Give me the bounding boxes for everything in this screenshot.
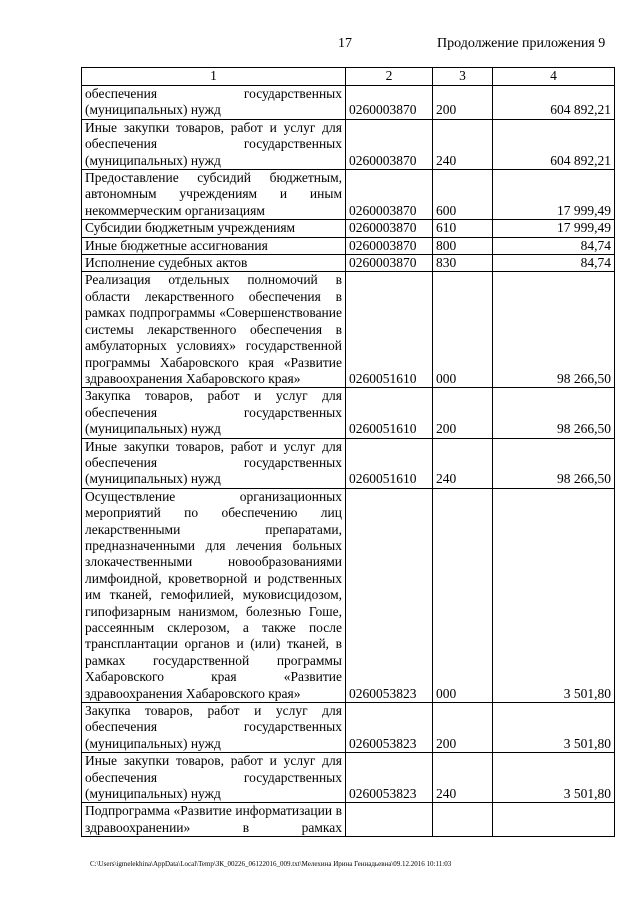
row-code: 0260053823 bbox=[346, 703, 433, 753]
row-amount: 98 266,50 bbox=[493, 272, 615, 388]
table-row bbox=[82, 220, 615, 237]
row-amount: 84,74 bbox=[493, 237, 615, 254]
row-amount: 17 999,49 bbox=[493, 170, 615, 220]
column-header: 2 bbox=[346, 68, 433, 86]
column-header: 4 bbox=[493, 68, 615, 86]
row-amount: 3 501,80 bbox=[493, 488, 615, 702]
table-row bbox=[82, 388, 615, 438]
row-name: Иные бюджетные ассигнования bbox=[82, 237, 346, 254]
column-header: 3 bbox=[433, 68, 493, 86]
row-name: Осуществление организационных мероприятий по обеспечению лиц лекарственными препаратами, предназначенными для лечения больных злокачественными новообразованиями лимфоидной, кроветворной и родственных им тканей, гемофилией, муковисцидозом, гипофизарным нанизмом, болезнью Гоше, рассеянным склерозом, а также после трансплантации органов и (или) тканей, в рамках государственной программы Хабаровского края «Развитие здравоохранения Хабаровского края» bbox=[82, 488, 346, 702]
row-code: 0260053823 bbox=[346, 753, 433, 803]
row-type: 610 bbox=[433, 220, 493, 237]
row-name: обеспечения государственных (муниципальных) нужд bbox=[82, 86, 346, 120]
footer-file-path: C:\Users\igmelekhina\AppData\Local\Temp\ЗК_00226_06122016_009.txt\Мелехина Ирина Геннадьевна\09.12.2016 10:11:03 bbox=[90, 860, 452, 868]
table-row bbox=[82, 86, 615, 120]
table-row bbox=[82, 119, 615, 169]
row-amount: 3 501,80 bbox=[493, 703, 615, 753]
row-name: Реализация отдельных полномочий в области лекарственного обеспечения в рамках подпрограммы «Совершенствование системы лекарственного обеспечения в амбулаторных условиях» государственной программы Хабаровского края «Развитие здравоохранения Хабаровского края» bbox=[82, 272, 346, 388]
table-header-row bbox=[82, 68, 615, 86]
row-name: Подпрограмма «Развитие информатизации в здравоохранении» в рамках bbox=[82, 803, 346, 837]
table-row bbox=[82, 753, 615, 803]
row-amount bbox=[493, 803, 615, 837]
row-type: 240 bbox=[433, 753, 493, 803]
budget-table bbox=[81, 67, 615, 837]
row-amount: 84,74 bbox=[493, 255, 615, 272]
row-type: 200 bbox=[433, 388, 493, 438]
row-amount: 98 266,50 bbox=[493, 438, 615, 488]
row-amount: 604 892,21 bbox=[493, 86, 615, 120]
row-code: 0260051610 bbox=[346, 272, 433, 388]
table-row bbox=[82, 255, 615, 272]
row-type: 830 bbox=[433, 255, 493, 272]
row-name: Предоставление субсидий бюджетным, автономным учреждениям и иным некоммерческим организациям bbox=[82, 170, 346, 220]
table-row bbox=[82, 170, 615, 220]
row-code: 0260051610 bbox=[346, 388, 433, 438]
row-type: 600 bbox=[433, 170, 493, 220]
row-name: Закупка товаров, работ и услуг для обеспечения государственных (муниципальных) нужд bbox=[82, 703, 346, 753]
row-amount: 17 999,49 bbox=[493, 220, 615, 237]
row-type: 240 bbox=[433, 119, 493, 169]
table-row bbox=[82, 237, 615, 254]
row-type: 000 bbox=[433, 272, 493, 388]
row-name: Закупка товаров, работ и услуг для обеспечения государственных (муниципальных) нужд bbox=[82, 388, 346, 438]
row-code: 0260003870 bbox=[346, 170, 433, 220]
page-number: 17 bbox=[338, 36, 352, 51]
row-amount: 604 892,21 bbox=[493, 119, 615, 169]
row-code: 0260003870 bbox=[346, 119, 433, 169]
row-name: Субсидии бюджетным учреждениям bbox=[82, 220, 346, 237]
row-name: Иные закупки товаров, работ и услуг для обеспечения государственных (муниципальных) нужд bbox=[82, 119, 346, 169]
row-type: 200 bbox=[433, 703, 493, 753]
row-amount: 98 266,50 bbox=[493, 388, 615, 438]
row-name: Исполнение судебных актов bbox=[82, 255, 346, 272]
table-row bbox=[82, 272, 615, 388]
column-header: 1 bbox=[82, 68, 346, 86]
row-code: 0260003870 bbox=[346, 237, 433, 254]
row-name: Иные закупки товаров, работ и услуг для обеспечения государственных (муниципальных) нужд bbox=[82, 753, 346, 803]
table-row bbox=[82, 703, 615, 753]
row-code: 0260003870 bbox=[346, 86, 433, 120]
row-type: 800 bbox=[433, 237, 493, 254]
row-type: 000 bbox=[433, 488, 493, 702]
row-name: Иные закупки товаров, работ и услуг для обеспечения государственных (муниципальных) нужд bbox=[82, 438, 346, 488]
row-code: 0260053823 bbox=[346, 488, 433, 702]
table-row bbox=[82, 803, 615, 837]
row-code: 0260051610 bbox=[346, 438, 433, 488]
row-type: 200 bbox=[433, 86, 493, 120]
row-type: 240 bbox=[433, 438, 493, 488]
row-amount: 3 501,80 bbox=[493, 753, 615, 803]
row-code: 0260003870 bbox=[346, 220, 433, 237]
row-code: 0260003870 bbox=[346, 255, 433, 272]
continuation-label: Продолжение приложения 9 bbox=[437, 36, 606, 51]
row-code bbox=[346, 803, 433, 837]
table-row bbox=[82, 488, 615, 702]
table-row bbox=[82, 438, 615, 488]
row-type bbox=[433, 803, 493, 837]
